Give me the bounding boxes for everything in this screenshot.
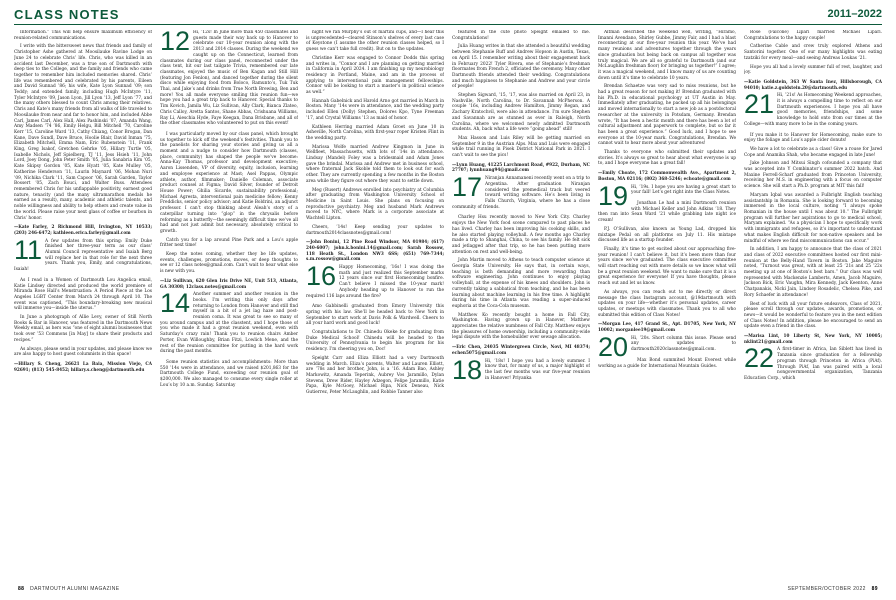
- issue-date: SEPTEMBER/OCTOBER 2022: [787, 586, 866, 592]
- column-5: [598, 30, 736, 578]
- entry-text: 19 Hi, ’19s. I hope you are having a great start to your fall! Let’s get right into the Class Notes.: [598, 180, 736, 211]
- paragraph: Catherine Cable and crew truly explored Athens and Santorini together. One of our many highlights was eating tzatziki for every meal—and seeing Andreas Loukas ’21.: [744, 44, 882, 61]
- paragraph: featured in the cute photo Speight emailed to me. Congratulations!: [452, 30, 590, 41]
- correspondent-contact: —Marisa Lint, 10 Liberty St, New York, NY 10005; nklint21@gmail.com: [744, 333, 882, 344]
- paragraph: John Martin moved to Athens to teach computer science at Georgia State University. He says that, in certain ways, teaching is both demanding and more rewarding than software engineering. John continues to enjoy playing volleyball, at the expense of his knees and shoulders. John is currently taking a sabbatical from teaching, and he has been learning about machine learning in his free time. A highlight during his time in Atlanta was reading a super-induced euphoria at the Coca-Cola museum.: [452, 258, 590, 309]
- class-year-number: 11: [14, 234, 43, 265]
- paragraph: If you make it to Hanover for Homecoming, make sure to enjoy the foliage and Lou’s apple cider donuts!: [744, 132, 882, 144]
- paragraph: As I read in a Women of Dartmouth Lou Angelica email, Katie Lindsey directed and produced the world premiere of Miranda Rose Hall’s Menstruation: A Period Piece at the Los Angeles LGBT Center from March 24 through April 10. The event was captioned, “This boundary-breaking new musical will immerse you—inside the uterus.”: [14, 277, 152, 312]
- correspondent-contact: —Katie Goldstein, 363 W Santa Inez, Hillsborough, CA 94010; katie.z.goldstein.20@dartmouth.edu: [744, 78, 882, 90]
- class-entry: [744, 343, 882, 381]
- entry-text: 16 Happy Homecoming, ’16s! I was doing the math and just realized this September marks 12 years since our first Homecoming bonfire. Can’t believe I missed the 10-year mark! Anybody heading up to Hanover to run the required 116 laps around the fire?: [306, 261, 444, 299]
- paragraph: Cheers, ’14s! Keep sending your updates to dartmouth2014classnotes@gmail.com!: [306, 224, 444, 236]
- paragraph: Catch you for a lap around Pine Park and a Lou’s apple fritter next time!: [160, 237, 298, 249]
- paragraph: Julia Huang writes in that she attended a beautiful wedding between Stephanie Ruff and Andrew Hopson in Austin, Texas, on April 15. I remember writing about their engagement back in February 2022! Tyler Rivera, one of Stephanie’s freshman floormates from French 2, officiated the ceremony. Many other Dartmouth friends attended their wedding. Congratulations and much happiness to Stephanie and Andrew and your circle of people!: [452, 44, 590, 90]
- class-year-number: 17: [452, 172, 483, 203]
- paragraph: As always, you can reach out to me directly or direct message the class Instagram account, @19dartmouth with updates on your life—whether it’s personal updates, career updates, or meetups with classmates. Thank you to all who submitted this edition of Class Notes!: [598, 289, 736, 318]
- paragraph: Jake Johnson and Mitsui Singh cofounded a company that was accepted into Y Combinator’s summer 2022 batch. And Maxine Ferrell-Scharf graduated from Princeton University, receiving her M.S. in engineering with a focus on computer science. She will start a Ph.D. program at MIT this fall!: [744, 161, 882, 190]
- paragraph: Keep the notes coming, whether they be life updates, events, challenges, promotions, moves, or deep thoughts to see or 12 class notes@gmail.com. Can’t wait to hear what else is new with you.: [160, 252, 298, 275]
- paragraph: As always, please send in your updates, and please know we are also happy to host guest columnists in this space!: [14, 346, 152, 358]
- paragraph: Best of luck with all your future endeavors, Class of 2021, please scroll through our updates, awards, promotions, or news—it would be wonderful to feature you in the next edition of Class Notes! In addition, please be encouraged to send an update even a friend in the class.: [744, 301, 882, 330]
- correspondent-contact: —Liz Sullivan, 620 Glen Iris Drive NE, Unit 513, Atlanta, GA 30308; 12class.notes@gmail.com: [160, 277, 298, 289]
- paragraph: I was particularly moved by our class panel, which brought us together to kick off the weekend’s festivities. Thank you to the panelists for sharing your stories and giving us all a moment and a nudge to consider how Dartmouth (classes, place, community) has shaped the people we’ve become: Anna-Kay Thomas, professor and development executive; Aaron Lissenden, VP of diversity, equity, inclusion, learning and employee experience at Mast; Asel Pappas, Olympic athlete, author, filmmaker; Danielle Coleman, associate product counsel at Figma; David Silver, founder of Detroit House Power; Ghilia Sicarde, sustainability professional; Michael Agresta, interventional pain medicine fellow; Kenny Freddicks, senior policy advisor; and Katie Boldrini, an adjunct professor. I can’t stop thinking about Aleah’s story of a caterpillar turning into “glop” in the chrysalis before reforming as a butterfly—the seemingly difficult time we’ve all had and not just admit but necessary, absolutely critical to growth.: [160, 131, 298, 234]
- entry-text: 21 Hi, ’21s! As Homecoming Weekend approaches, it is always a compelling time to reflect on our Dartmouth experiences. I hope you all have good memories, friendships, and some knowledge to hold onto from our times at the College—with many more to be in the coming years.: [744, 89, 882, 127]
- class-entry: [744, 89, 882, 127]
- entry-text: 12 Hi, ’12s! In June more than 450 classmates and guests made their way back up to Hanover to celebrate our 10-year reunion along with the 2013 and 2014 classes. During the weekend we caught up on the Connecticut, learned from classmates during our class panel, reconnected under the class tent, hit our last tailgate Trivia, remembered our late classmates, enjoyed the music of Ben Kagan and Still Hill (featuring Jon Fenlon), and danced together during the silent disco while enjoying food from Boloco, Ramunto’s, Tuk Tuk Thai, and Jake’s and drinks from True North Brewing, Ben and more! You all made everyone smiling this reunion fun—we hope you had a great trip back to Hanover. Special thanks to Tim Kovich, Jamila Wu, Liz Sullivan, Ally Clark, Bianca Zlateo, Chris Calloy, Aretta Santos, Shane Abbas, Crishuana Williams, Ray Li, Aieschia Hyde, Faye Keegan, Dana Brisbane, and all of the other classmates who volunteered to put on this event!: [160, 30, 298, 127]
- paragraph: Finally, it’s time to get excited about our approaching five-year reunion! I can’t believe it, but it’s been more than four years since we’ve graduated. The class executive committee will start reaching out with more details so we know what will be a great reunion weekend. We want to make sure that it is a great experience for everyone! If you have thoughts, please reach out and let us know.: [598, 246, 736, 287]
- paragraph: Stephen Sigward, ’15, ’17, was also married on April 23, in Nashville, North Carolina, to Dr. Savannah McPherson. A couple ’16s, including Andrew Hamilton, Jimmy Regan, and Zachary Kratochvil, were also in attendance. I’m sure Stephen and Savannah are as stunned as ever in Raleigh, North Carolina, where we welcomed newly admitted Dartmouth students. Ah, back what a life were “going ahead” still!: [452, 93, 590, 133]
- paragraph: Hope you all had a lovely summer full of rest, laughter, and joy.: [744, 64, 882, 76]
- paragraph: night we ran Murphy’s out of martini cups, and—I hear this is unprecedented—cleared Stinson’s shelves of every last case of Keystone (I assume the other reunion classes helped, so I guess we can’t take full credit). But on to the updates.: [306, 30, 444, 53]
- paragraph: Kathleen Herring married Adam Groet on June 10 in Asheville, North Carolina, with first-year roper Kristen Flint in the wedding party.: [306, 124, 444, 141]
- paragraph: In addition, I am happy to announce that the class of 2021 and class of 2022 executive committees hosted our first mini-reunion at the Belly-Hand Tavern in Boston. Jake Maguire noted, “Turnout was great, with at least 25 ’21s and 25 ’22s meeting up at one of Boston’s best bars.” Our class was well represented with Mackenzie Lamberts, Amen, Jacob Maguire, Jackson Bick, Eric Vaughn, Mira Kennedy, Jack Keenton, Anne Chatpanakis, Nicki Jain, Lindsey Rosadelic, Chelsea Pike, and Rory Schaefer in attendance!: [744, 247, 882, 298]
- page-footer: [14, 584, 882, 596]
- paragraph: Jonathan Le had a mini Dartmouth reunion with Michael Keller and John Adkins ’18. They then ran into Sean Ward ’21 while grabbing late night ice cream!: [598, 200, 736, 224]
- correspondent-contact: —Hillary S. Cheng, 26621 La Baia, Mission Viejo, CA 92691; (813) 545-8452; hillary.s.cheng@dartmouth.edu: [14, 360, 152, 372]
- paragraph: Maryam Iqbal was awarded a Fulbright English teaching assistantship in Romania. She is looking forward to becoming immersed in the local culture, noting “I always spoke Romanian in the house until I was about 10.” The Fulbright program will further her aspirations to go to medical school, Maryam explained. “As a physician I hope to specifically work with immigrants and refugees, so it’s important to understand what makes English difficult for non-native speakers and be mindful of where we find miscommunications can occur.”: [744, 192, 882, 244]
- entry-text: 20 Hi, ’20s. Short column this issue. Please send any updates to dartmouth2020classnotes@gmail.com.: [598, 331, 736, 362]
- column-1: [14, 30, 152, 578]
- class-entry: [14, 234, 152, 273]
- paragraph: Information.” This will help ensure maximum efficiency of reunion-related communications.: [14, 30, 152, 41]
- paragraph: Marissa Wolfe married Andrew Kingmon in June in Wellfleet, Massachusetts, with lots of ’14s in attendance. Lindsay (Mandel) Foley was a bridesmaid and Adam Jones gave the brindal. Marissa and Andrew met in business school, where fraternal Jack Skoble told them to look out for each other. They are currently spending a few months in the Boston area while they figure out where they want to settle down.: [306, 144, 444, 184]
- class-entry: [598, 180, 736, 211]
- paragraph: Meg (Rusert) Andrews enrolled into psychiatry at Columbia after graduating from Washington University School of Medicine in Saint Louis. She plans on focusing on reproductive psychiatry. Meg and husband Mark Andrews moved to NYC, where Mark is a corporate associate at Wachtell Lipton.: [306, 187, 444, 222]
- paragraph: P.J. O’Sullivan, also known as Young Lad, dropped his mixtape Pedal on all platforms on July 11. His mixtape discussed life as a startup founder.: [598, 226, 736, 244]
- right-page-number: 89: [871, 586, 878, 592]
- section-title: CLASS NOTES: [14, 7, 120, 22]
- paragraph: Hannah Gabelnick and Harold Arno got married in March in Boston. Many ’14s were in attendance, and the wedding party included Ellen (Dolly) Stephen, Dolores Kpo, Tyne Freeman ’17, and Crystal Williams ’13 as maid of honor.: [306, 98, 444, 121]
- footer-left: [14, 586, 120, 592]
- left-page-number: 88: [18, 586, 25, 592]
- column-6: [744, 30, 882, 578]
- class-year-number: 20: [598, 331, 629, 362]
- correspondent-contact: —Kate Farley, 2 Richmond Hill, Irvington, NY 10533; (203) 246-6472; kathleen.erica.farley@gmail.com: [14, 224, 152, 235]
- class-entry: [452, 354, 590, 385]
- class-year-number: 22: [744, 343, 775, 374]
- class-year-number: 14: [160, 288, 191, 319]
- class-entry: [160, 288, 298, 355]
- magazine-name: DARTMOUTH ALUMNI MAGAZINE: [30, 586, 120, 592]
- paragraph: We have a lot to celebrate as a class! Give a rouse for Jared Cope and Anamika Shah, who became engaged in late June!: [744, 146, 882, 158]
- correspondent-contact: —Emily Choate, 172 Commonwealth Ave., Apartment 2, Boston, MA 02116; (802) 368-5246; echoate@gmail.com: [598, 170, 736, 181]
- paragraph: Speight Carr and Eliza Elliott had a very Dartmouth wedding in March. Eliza’s parents, Walter and Lauren Elliott, are ’78s and her brother, John, is a ’16. Adam Bao, Ashley Markowitz, Amanda Teperink, Aubrey Vos Jaramillo, Dylan Stevens, Drew Rider, Hayley Adzegon, Felipe Jaramillo, Katie Papa, Kyle McGoey, Michael Ripa, Nick Deneau, Nick Gutierrez, Peter McLaughlin, and Robbie Tanner also: [306, 355, 444, 396]
- paragraph: In June a photograph of Allie Levy, owner of Still North Books & Bar in Hanover, was featured in the Dartmouth News Weekly email, as hers was “one of eight alumni businesses that took over ’53 Commons [in May] to share their products and recipes.”: [14, 315, 152, 343]
- column-2: [160, 30, 298, 578]
- class-years-range: 2011–2022: [827, 8, 882, 20]
- class-entry: [452, 172, 590, 210]
- class-year-number: 18: [452, 354, 483, 385]
- paragraph: Matthew Ko recently bought a home in Fall City, Washington. Having grown up in Hanover, Matthew appreciates the relative numbness of Fall City. Matthew enjoys the pleasures of home ownership, including a community-wide legal dispute with the homebuilder over sewage allocation.: [452, 312, 590, 341]
- paragraph: Charley Hsu recently moved to New York City. Charley enjoys the New York food scene compared to past places he has lived. Charley has been improving his cooking skills, and he also started playing volleyball. A few months ago Charley made a trip to Shanghai, China, to see his family. He felt sick and jetlagged after that trip, so he has been putting more attention on rest and well-being.: [452, 215, 590, 255]
- entry-text: 22 A first-timer in Africa, Ian Siblett has lived in Tanzania since graduation for a fellowship program through Princeton in Africa (PiAf). Through PiAf, Ian was paired with a local nongovernmental organization, Tanzania Education Corp., which: [744, 343, 882, 381]
- paragraph: Amo Gabbinelli graduated from Emory University this spring with his law. She’ll be headed back to New York in September to start work at Davis Polk & Wardwell. Cheers to all your hard work and good luck!: [306, 304, 444, 327]
- class-year-number: 12: [160, 30, 191, 56]
- paragraph: Rose (Falcone) Lipari married Michael Lipari. Congratulations to the happy couple!: [744, 30, 882, 41]
- header-divider: [14, 24, 882, 25]
- paragraph: Thanks to everyone who submitted their updates and stories. It’s always so great to hear about what everyone is up to, and I hope everyone has a great fall!: [598, 150, 736, 167]
- entry-text: 14 Another summer and another reunion in the books. I’m writing this only days after returning to London from Hanover and still find myself in a bit of a jet lag haze and post-reunion coma. It was great to see so many of you around campus and at the classtent, and I hope those of you who made it had a great reunion weekend, even with Saturday’s crazy rain! Thank you to reunion chairs Amber Porter, Evan Willoughby, Brian Fitzi, Lowlich Mene, and the rest of the reunion committee for putting in the hard work during the past months.: [160, 288, 298, 355]
- paragraph: Some reunion statistics and accomplishments: More than 550 ’14s were in attendance, and we raised $201,863 for the Dartmouth College Fund, exceeding our reunion goal of $200,000. We also managed to consume every single roller at Lou’s by 10 a.m. Sunday. Saturday: [160, 359, 298, 388]
- entry-text: 11 A few updates from this spring: Emily Duke finished her three-year term as our class’ Alumni Council representative and Isaiah Berg will replace her in that role for the next three years. Thank you, Emily, and congratulations, Isaiah!: [14, 234, 152, 273]
- paragraph: Congratulations to Dr. Chinedu Okeke for graduating from Duke Medical School! Chinedu will be headed to the University of Pennsylvania to begin his program for his residency. I’m cheering you on, Doc!: [306, 330, 444, 353]
- class-entry: [306, 261, 444, 299]
- column-3: [306, 30, 444, 578]
- correspondent-contact: —John Bonini, 12 Pine Road Windsor, MA 01984; (617) 240-6007; john.k.bonini.14@gmail.com; Sarah Rossow, 118 Heath St., London NW3 6SS; (651) 769-7344; s.m.rossow@gmail.com: [306, 239, 444, 262]
- correspondent-contact: —Morgan Lee, 417 Grand St., Apt. D1705, New York, NY 10002; morganlee19@gmail.com: [598, 321, 736, 333]
- paragraph: Max Bond summited Mount Everest while working as a guide for International Mountain Guides.: [598, 357, 736, 369]
- paragraph: Brendan Schaetze was very sad to miss reunions, but he had a great reason for not making it! Brendan graduated with his Ph.D. in educational psychology at UT Austin in May. Immediately after graduating, he packed up all his belongings and moved internationally to start a new job as a postdoctoral researcher at the university in Potsdam, Germany. Brendan wrote, “It has been a hectic month and there has been a lot of cultural adjustment and paperwork to complete, but so far it has been a great experience.” Good luck, and I hope to see everyone at the 10-year mark. Congratulations, Brendan. We cannot wait to hear more about your adventures!: [598, 84, 736, 147]
- entry-text: 18 Hi, ’18s! I hope you had a lovely summer. I know that, for many of us, a major highlight of the last few months was our five-year reunion in Hanover! Priyanka: [452, 354, 590, 385]
- class-year-number: 16: [306, 261, 337, 292]
- correspondent-contact: —Eric Chen, 24035 Wintergreen Circle, Novi, MI 48374; echen5075@gmail.com: [452, 344, 590, 355]
- column-4: [452, 30, 590, 578]
- class-year-number: 19: [598, 180, 629, 211]
- paragraph: I write with the bittersweet news that friends and family of Christopher Ashe gathered at Moosilauke Ravine Lodge on June 24 to celebrate Chris’ life. Chris, who was killed in an accident last December, was a true son of Dartmouth with deep ties to the College, and the family and friends who came together to remember him included memories shared. Chris’ life was remembered and celebrated by his parents, Eileen and David Sunnad ’86; his wife, Kate Lyon Sunnad ’09; son Teddy; and extended family, including Hugh McIntyre ’11, Tyler McIntyre ’09, Jason Lyon, Jill Lyon ’13, Jeff Lyon ’77, and the many others blessed to count Chris among their relatives. Chris and Kate’s many friends from all walks of life traveled to Moosilauke from near and far to honor him, and included Abbe Carl, James Carl, Alex Hall, Alex Pashinski ’07, Amanda Wang, Amy Madsen ’74 ’86, Emily Helgu, Bill Mitchell ’70, Caroline Kerr ’15, Caroline Ward ’13, Cathy Chiang, Conor Brogan, Dan Kane, Dave Sundl, Dave Bruce, Hoolie Blair, David Inman ’75, Elizabeth Mitchell, Emma Nam, Eric Rubenstein ’11, Frank King, Greg Isakof, Gretchen Gehrke ’05, Hillary Turtle ’05, Isabelle Nichols, Jeff Spielberg, TJ ’11, Jess Hsieh ’11, John Lord, Joey Dong, John Peter Smith ’05, Julia Sanabria Kim ’05, Kate Skipsy Gordon ’05, Kate Hyatt ’05, Kate Mulley ’05, Katherine Henderson ’11, Laurin Maynard ’06, Mohan Nuri ’09, Nichika Clark ’11, Sam Capoor ’06, Sarah Garden, Taylor Bossert ’05, Zach Bouci, and Walter Buss. Attendees remembered Chris for his unflappable positivity, earnest good nature, tenacity (and the many ultramarathon medals he earned as a result), many, academic and athletic talents, and noble willingness and ability to help others and create value in the world. Please raise your next glass of coffee or bourbon in Chris’ honor.: [14, 44, 152, 221]
- entry-text: 17 Niranjan Annamaneni recently went on a trip to Argentina. After graduation Niranjan considered the premedical track but veered toward writing software. He’s been living in Falls Church, Virginia, where he has a close community of friends.: [452, 172, 590, 210]
- paragraph: Christine Kerr was engaged to Connor Dodds this spring and writes in, “Connor and I are planning on getting married in California in April 2024. I am finishing up my neurobiology residency in Portland, Maine, and am in the process of applying to interventional pain management fellowships. Connor will be looking to start a master’s in political science as well.”: [306, 55, 444, 96]
- class-entry: [598, 331, 736, 362]
- class-entry: [160, 30, 298, 127]
- paragraph: Max Hasson and Luis Riley will be getting married on September 9 in the Austrian Alps. Max and Luis were engaged while trail running in Pisek District National Park in 2021. I can’t wait to see the pics!: [452, 135, 590, 159]
- paragraph: Altman described the weekend well, writing, “Hiramo, Imanni Avendano, Shirley Gubbe, Jimmy Fair, and I had a blast reconnecting at our five-year reunion this year. We’ve had many reunions and adventures together through the years since graduation but being back on campus all together was truly magical. We are all so grateful to Dartmouth (and our McLaughlin freshman floor) for bringing us together!” I agree; it was a magical weekend, and I know many of us are counting down until it’s time to celebrate 10 years.: [598, 30, 736, 81]
- footer-right: [788, 586, 882, 592]
- correspondent-contact: —Lynn Huang, 41225 Larchmont Road, #922, Durham, NC 27707; lynnhuang94@gmail.com: [452, 161, 590, 173]
- page-header: [0, 0, 896, 22]
- class-year-number: 21: [744, 89, 775, 120]
